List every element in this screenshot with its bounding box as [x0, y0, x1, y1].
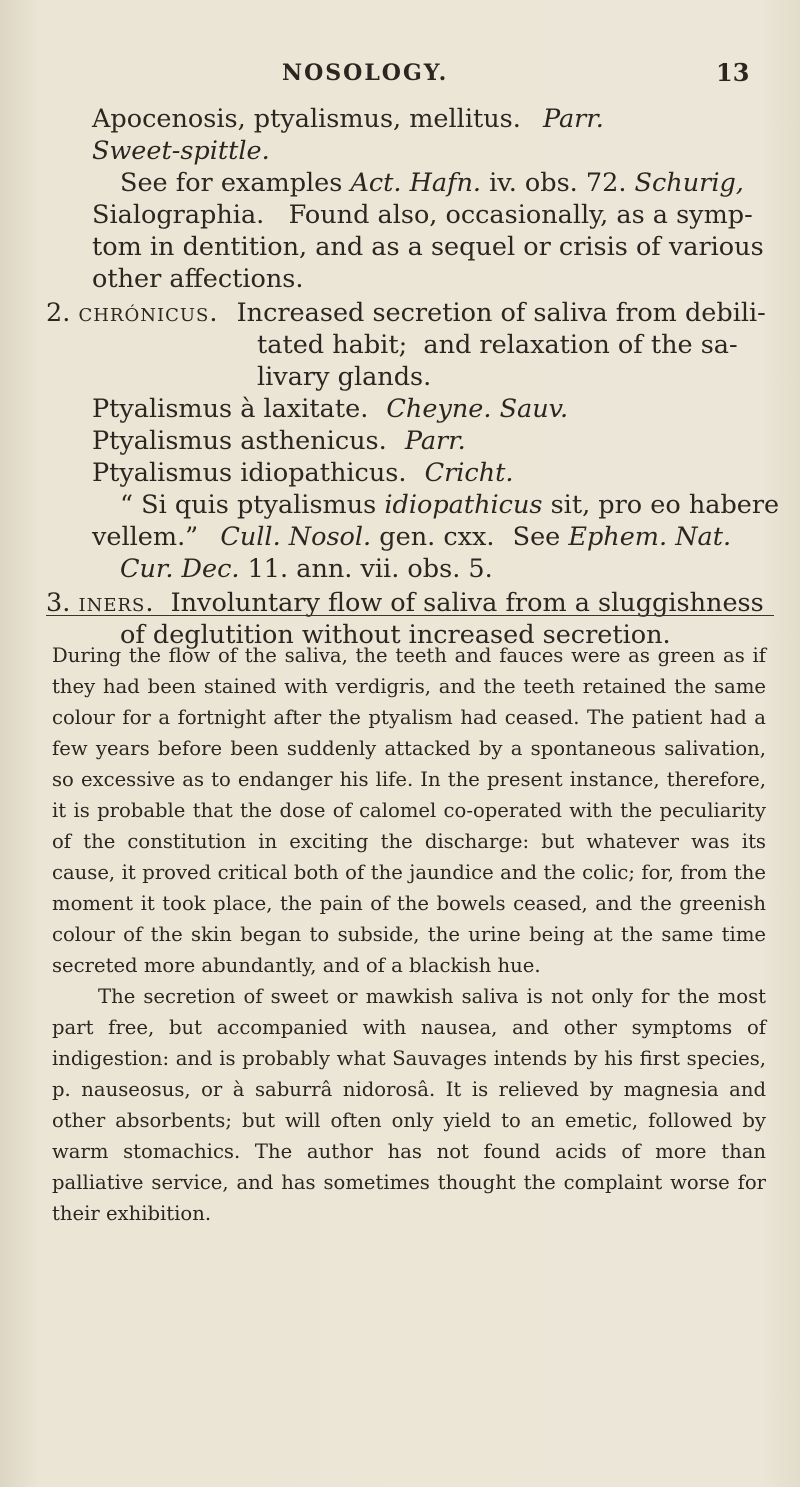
species-3-name: iners.	[78, 588, 155, 618]
commentary-paragraph-1: During the flow of the saliva, the teeth and fauces were as green as if they had been stained with verdigris, and the teeth retained the same colour for a fortnight after the ptyalism had ceased. The patient had a few years before been suddenly attacked by a spontaneous salivation, so excessive as to endanger his life. In the present instance, therefore, it is probable that the dose of calomel co-operated with the peculiarity of the constitution in exciting the discharge: but whatever was its cause, it proved critical both of the jaundice and the colic; for, from the moment it took place, the pain of the bowels ceased, and the greenish colour of the skin began to subside, the urine being at the same time secreted more abundantly, and of a blackish hue.	[52, 644, 766, 977]
species-1-note-line-2: Sialographia. Found also, occasionally, as a symp-	[92, 200, 753, 230]
species-2-definition-2: tated habit; and relaxation of the sa-	[257, 330, 738, 360]
species-1-synonyms	[92, 103, 604, 135]
species-2-quote-line-3	[120, 553, 493, 585]
commentary-paragraph-2: The secretion of sweet or mawkish saliva is not only for the most part free, but accompanied with nausea, and other symptoms of indigestion: and is probably what Sauvages intends by his first species, p. nauseosus, or à saburrâ nidorosâ. It is relieved by magnesia and other absorbents; but will often only yield to an emetic, followed by warm stomachics. The author has not found acids of more than palliative service, and has sometimes thought the complaint worse for their exhibition.	[52, 985, 766, 1225]
page-header	[0, 60, 800, 100]
species-3-definition-2: of deglutition without increased secretion.	[120, 620, 671, 650]
species-2-synonym-1	[92, 393, 568, 425]
species-1-note-line-4: other affections.	[92, 264, 304, 294]
species-2-number: 2.	[46, 298, 71, 328]
species-2-quote-line-1	[120, 489, 779, 521]
synonym-name: Ptyalismus idiopathicus.	[92, 458, 407, 488]
quote-ref-decade: Cur. Dec.	[120, 554, 240, 584]
page-number: 13	[716, 58, 750, 87]
quote-term: idiopathicus	[384, 490, 543, 520]
species-1-note-line-1	[120, 167, 744, 199]
species-2-synonym-2	[92, 425, 466, 457]
quote-end: vellem.”	[92, 522, 199, 552]
species-2-definition-1: Increased secretion of saliva from debili-	[236, 298, 766, 328]
quote-ref-genus: gen. cxx.	[379, 522, 495, 552]
synonym-name: Ptyalismus asthenicus.	[92, 426, 387, 456]
note-prefix: See for examples	[120, 168, 343, 198]
running-head: NOSOLOGY.	[282, 60, 449, 86]
note-ref-acta: Act. Hafn.	[350, 168, 482, 198]
species-1-note-line-3: tom in dentition, and as a sequel or crisis of various	[92, 232, 764, 262]
species-2-synonym-3	[92, 457, 513, 489]
synonym-author: Cricht.	[424, 458, 514, 488]
note-ref-volume: iv. obs. 72.	[489, 168, 627, 198]
species-2-name: chrónicus.	[78, 298, 219, 328]
quote-ref-ephem: Ephem. Nat.	[568, 522, 732, 552]
commentary	[52, 640, 766, 1229]
species-2-definition-3: livary glands.	[257, 362, 432, 392]
quote-see: See	[512, 522, 561, 552]
species-2-heading	[46, 297, 766, 329]
species-3-definition-1: Involuntary flow of saliva from a sluggishness	[170, 588, 764, 618]
synonym-name: Ptyalismus à laxitate.	[92, 394, 369, 424]
synonyms-text: Apocenosis, ptyalismus, mellitus.	[92, 104, 521, 134]
quote-ref-cullen: Cull. Nosol.	[220, 522, 372, 552]
species-1-english-name: Sweet-spittle.	[92, 136, 270, 166]
section-divider	[46, 615, 774, 616]
synonyms-author: Parr.	[542, 104, 604, 134]
species-2-quote-line-2	[92, 521, 731, 553]
quote-open: “ Si quis ptyalismus	[120, 490, 377, 520]
synonym-author: Parr.	[404, 426, 466, 456]
quote-ref-obs: 11. ann. vii. obs. 5.	[247, 554, 493, 584]
quote-close: sit, pro eo habere	[550, 490, 780, 520]
synonym-authors: Cheyne. Sauv.	[386, 394, 569, 424]
species-3-number: 3.	[46, 588, 71, 618]
note-ref-author: Schurig,	[634, 168, 744, 198]
